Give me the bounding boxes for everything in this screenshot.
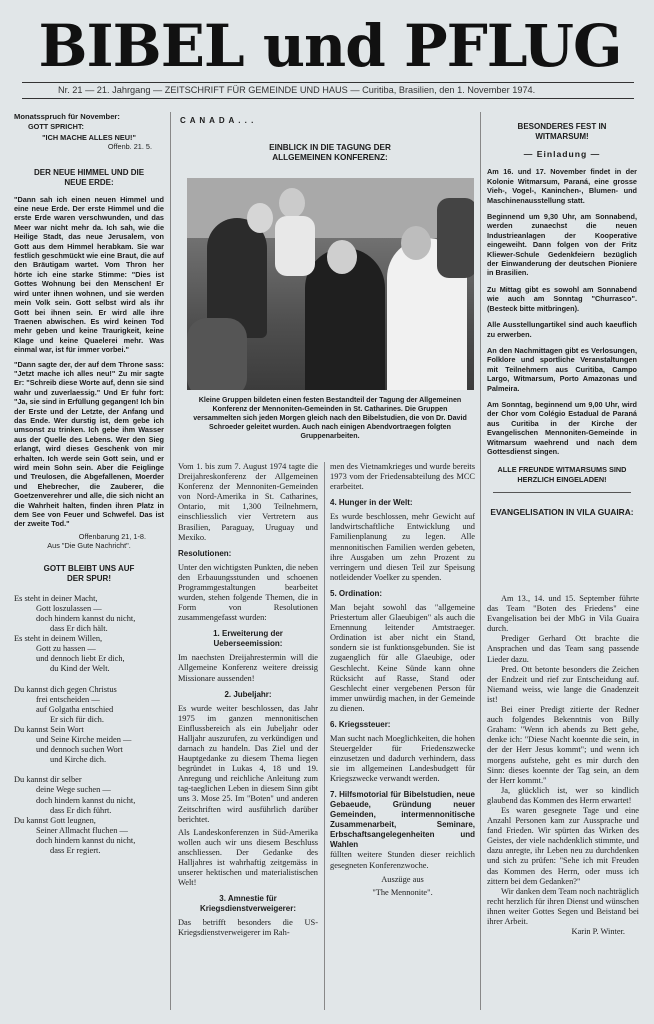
column-divider (324, 462, 325, 1010)
source-gute-nachricht: Aus "Die Gute Nachricht". (47, 541, 131, 551)
poem (14, 594, 164, 856)
poem-line: Es steht in deinem Willen, (14, 634, 103, 644)
poem-line: Du kannst Gott leugnen, (14, 815, 96, 825)
resolutionen-text: Unter den wichtigsten Punkten, die neben den Erbauungsstunden und schoenen Programmgestaltungen bearbeitet wurden, stehen folgende Themen, die in Form von Resolutionen zusammengefasst wurden: (178, 562, 319, 623)
evang-p3: Pred. Ott betonte besonders die Zeichen der Endzeit und rief zur Entscheidung auf. Niemand weiss, wie lange die Gnadenzeit ist! (487, 664, 639, 704)
monatsspruch-label: Monatsspruch für November: (14, 112, 120, 121)
evang-p2: Prediger Gerhard Ott brachte die Ansprachen und das Team sang passende Lieder dazu. (487, 634, 639, 664)
jubeljahr-text: Es wurde weiter beschlossen, das Jahr 1975 im ganzen mennonitischen Einflussbereich als ein Jubeljahr oder Halljahr auszurufen, zu verkündigen und darnach zu handeln. Das Ziel und der Hauptgedanke zu diesem Thema liegen begründet in Lukas 4, 18 und 19. Anregung und reichliche Anleitung zum tag-taeglichen Leben in diesem Sinn gibt uns 3. Mose 25. Im "Boten" und anderen Zeitschriften wird ausführlich darüber berichtet. (178, 703, 318, 824)
fest-p7: ALLE FREUNDE WITMARSUMS SIND HERZLICH EINGELADEN! (497, 465, 627, 484)
author: Karin P. Winter. (571, 927, 625, 937)
fest-p6: Am Sonntag, beginnend um 9,00 Uhr, wird der Chor vom Colégio Estadual de Paraná aus Curitiba in der Kirche der Evangelischen Mennoniten-Gemeinde in Witmarsum waehrend und nach dem Gottesdienst singen. (487, 399, 637, 456)
spruch-ref: Offenb. 21. 5. (107, 142, 152, 152)
column-left (14, 112, 164, 856)
poem-line: und Kirche dich. (50, 755, 107, 765)
text-offenbarung-2: "Dann sagte der, der auf dem Throne sass: "Jetzt mache ich alles neu!" Zu mir sagte Er: "Schreib diese Worte auf, denn sie sind wahr und zuverlaessig." Und Er fuhr fort: "Ja, sie sind in Erfüllung gegangen! Ich bin der Erste und der Letzte, der Anfang und das Ende. Wer durstig ist, dem gebe ich umsonst zu trinken. Ich gebe ihm Wasser aus der Quelle des Lebens. Wer den Sieg erlangt, wird dieses Geschenk von mir erhalten. Ich werde sein Gott sein, und er wird mein Sohn sein. Aber die Feiglinge und Treulosen, die Abgefallenen, Moerder und Ehebrecher, die Zauberer, die Goetzenverehrer und alle, die sich nicht an die Wahrheit halten, finden ihren Platz in dem See von Feuer und Schwefel. Das ist der zweite Tod." (14, 359, 164, 529)
auszuege-label: Auszüge aus (381, 874, 424, 884)
poem-line: Du kannst dich gegen Christus (14, 684, 117, 694)
poem-line: doch hindern kannst du nicht, (36, 795, 136, 805)
photo-caption: Kleine Gruppen bildeten einen festen Bestandteil der Tagung der Allgemeinen Konferenz der Mennoniten-Gemeinden in St. Catharines. Die Gruppen versammelten sich jeden Morgen gleich nach den Bibelstudien, die von Dr. David Schroeder geleitet wurden. Auch nach einigen Abendvortraegen folgten Gruppenarbeiten. (193, 396, 467, 441)
source-mennonite: "The Mennonite". (372, 887, 433, 897)
heading-hunger: 4. Hunger in der Welt: (330, 498, 413, 508)
masthead-rule (22, 82, 634, 83)
poem-line: auf Golgatha entschied (36, 704, 114, 714)
section-rule (493, 492, 631, 493)
gott-spricht: GOTT SPRICHT: (28, 122, 84, 132)
poem-line: dass Er dich hält. (50, 623, 108, 633)
column-right (487, 112, 637, 518)
column-divider (480, 112, 481, 1010)
einladung: — Einladung — (523, 149, 601, 159)
heading-kriegssteuer: 6. Kriegssteuer: (330, 719, 391, 729)
amnestie-text: Das betrifft besonders die US-Kriegsdienstverweigerer im Rah- (178, 918, 318, 938)
amnestie-continued: men des Vietnamkrieges und wurde bereits 1973 vom der Friedensabteilung des MCC erarbeitet. (330, 462, 475, 492)
poem-line: doch hindern kannst du nicht, (36, 613, 136, 623)
evang-p5: Ja, glücklich ist, wer so kindlich glaubend das Kommen des Herrn erwartet! (487, 785, 639, 805)
poem-line (14, 765, 164, 775)
heading-ordination: 5. Ordination: (330, 588, 382, 598)
heading-resolutionen: Resolutionen: (178, 548, 232, 558)
poem-line: doch hindern kannst du nicht, (36, 835, 136, 845)
offenbarung-ref: Offenbarung 21, 1-8. (78, 531, 146, 541)
poem-line: dass Er regiert. (50, 846, 101, 855)
heading-amnestie: 3. Amnestie für Kriegsdienstverweigerer: (199, 894, 297, 914)
canada-label: C A N A D A . . . (180, 116, 255, 125)
heading-witmarsum: BESONDERES FEST IN WITMARSUM! (517, 122, 607, 141)
poem-line: und Seine Kirche meiden — (36, 734, 132, 744)
ueberseemission-text: Im naechsten Dreijahrestermin will die Allgemeine Konferenz weitere dreissig Missionare aussenden! (178, 653, 318, 683)
heading-neue-himmel: DER NEUE HIMMEL UND DIE NEUE ERDE: (33, 167, 145, 187)
conference-photo (187, 178, 474, 390)
column-right-evangelisation (487, 594, 639, 937)
poem-line: Du kannst dir selber (14, 775, 82, 785)
poem-line: Seiner Allmacht fluchen — (36, 825, 128, 835)
fest-p4: Alle Ausstellungartikel sind auch kaeuflich zu erwerben. (487, 320, 637, 339)
poem-line (14, 674, 164, 684)
poem-line: Gott zu hassen — (36, 644, 96, 654)
column-center-a (178, 462, 318, 938)
poem-line: und dennoch liebt Er dich, (36, 654, 125, 664)
heading-ueberseemission: 1. Erweiterung der Ueberseemission: (213, 629, 283, 649)
headline-konferenz: EINBLICK IN DIE TAGUNG DER ALLGEMEINEN KONFERENZ: (269, 143, 391, 162)
intro-paragraph: Vom 1. bis zum 7. August 1974 tagte die Dreijahreskonferenz der Allgemeinen Konferenz der Mennoniten-Gemeinden von Nord-Amerika in St. Catharines, Ontario, mit 1,300 Teilnehmern, einschliesslich vier Vertretern aus Brasilien, Paraguay, Uruguay und Mexiko. (178, 462, 318, 542)
poem-line: frei entscheiden — (36, 694, 100, 704)
jubeljahr-text-2: Als Landeskonferenzen in Süd-Amerika wollen auch wir uns diesem Beschluss anschliessen. Der Gedanke des Halljahres ist wahrhaftig zeitgemäss in unserer hektischen und materialistischen Welt! (178, 827, 318, 888)
evang-p7: Wir danken dem Team noch nachträglich recht herzlich für ihren Dienst und wünschen ihnen weiter Gottes Segen und Beistand bei ihrer Arbeit. (487, 886, 639, 926)
fest-p5: An den Nachmittagen gibt es Verlosungen, Folklore und sportliche Veranstaltungen mit Teilnehmern aus Curitiba, Campo Largo, Witmarsum, Porto Amazonas und Palmeira. (487, 345, 637, 393)
heading-evangelisation: EVANGELISATION IN VILA GUAIRA: (490, 507, 634, 518)
poem-line: und dennoch suchen Wort (36, 745, 123, 755)
masthead-rule-lower (22, 98, 634, 99)
ordination-text: Man bejaht sowohl das "allgemeine Priestertum aller Glaeubigen" als auch die Ernennung leitender Amtstraeger. Ordination ist aber nicht ein Stand, sondern sie ist funktionsgebunden. Sie ist zugaenglich für alle Glaeubige, oder Geschlecht. Keine Sünde kann ohne Rücksicht auf Rasse, Stand oder Geschlecht einer vergebenen Person für immer unwürdig machen, in der Gemeinde zu dienen. (330, 602, 475, 713)
evang-p1: Am 13., 14. und 15. September führte das Team "Boten des Friedens" eine Evangelisation bei der MbG in Vila Guaira durch. (487, 594, 639, 634)
poem-line: Du kannst Sein Wort (14, 724, 84, 734)
poem-line: dass Er dich führt. (50, 805, 112, 815)
heading-gott-bleibt: GOTT BLEIBT UNS AUF DER SPUR! (43, 563, 135, 583)
evang-p4: Bei einer Predigt zitierte der Redner auch folgendes Bekenntnis von Billy Graham: "Wenn ich abends zu Bett gehe, denke ich: "Diese Nacht koennte die sein, in der der Herr Jesus kommt"; und wenn ich morgens aufstehe, geht es mir durch den Sinn: dieses koennte der Tag sein, an dem der Herr kommt." (487, 705, 639, 785)
masthead-title: BIBEL und PFLUG (38, 12, 622, 80)
fest-p3: Zu Mittag gibt es sowohl am Sonnabend wie auch am Sonntag "Churrasco". (Besteck bitte mitbringen). (487, 284, 637, 313)
evang-p6: Es waren gesegnete Tage und eine Anzahl Personen kam zur Aussprache und fand Frieden. Wir spürten das Wirken des Geistes, der viele nachdenklich stimmte, und dazu anregte, ihr Leben neu zu durchdenken und sich zu prüfen: "Sehe ich mit Freuden das Kommen des Herrn, oder muss ich zittern bei dem Gedanken?" (487, 805, 639, 886)
column-center-b (330, 462, 475, 898)
hunger-text: Es wurde beschlossen, mehr Gewicht auf landwirtschaftliche Entwicklung und Familienplanung zu legen. Alle mennonitischen Familien werden gebeten, ihre Ausgaben um zehn Prozent zu verringern und diesen Teil zur Speisung notleidender Voelker zu spenden. (330, 512, 475, 582)
fest-p2: Beginnend um 9,30 Uhr, am Sonnabend, werden zunaechst die neuen Industrieanlagen der Kooperative eingeweiht. Dann folgen von der Fritz Kliewer-Schule Gedenkfeiern bezüglich der Einwanderung der deutschen Pioniere in Brasilien. (487, 212, 637, 278)
spruch: "ICH MACHE ALLES NEU!" (42, 132, 136, 142)
poem-line: Er sich für dich. (50, 714, 104, 724)
column-divider (170, 112, 171, 1010)
kriegssteuer-text: Man sucht nach Moeglichkeiten, die hohen Steuergelder für Friedenszwecke einzusetzen und dadurch verhindern, dass sie im allgemeinen Landesbudgett für Kriegszwecke verwandt werden. (330, 733, 475, 784)
fest-p1: Am 16. und 17. November findet in der Kolonie Witmarsum, Paraná, eine grosse Vieh-, Vogel-, Kaninchen-, Blumen- und Maschinenausstellung statt. (487, 167, 637, 205)
poem-line: du Kind der Welt. (50, 664, 110, 674)
heading-jubeljahr: 2. Jubeljahr: (224, 689, 272, 699)
hilfsmaterial-text: füllten weitere Stunden dieser reichlich gesegneten Konferenzwoche. (330, 850, 475, 870)
issue-line: Nr. 21 — 21. Jahrgang — ZEITSCHRIFT FÜR GEMEINDE UND HAUS — Curitiba, Brasilien, den 1. November 1974. (58, 85, 536, 95)
poem-line: Es steht in deiner Macht, (14, 593, 98, 603)
poem-line: deine Wege suchen — (36, 785, 111, 795)
heading-hilfsmaterial: 7. Hilfsmotorial für Bibelstudien, neue Gebaeude, Gründung neuer Gemeinden, intermennonitische Zusammenarbeit, Seminare, Erbschaftsangelegenheiten und Wahlen (330, 790, 475, 850)
poem-line: Gott loszulassen — (36, 603, 102, 613)
text-offenbarung-1: "Dann sah ich einen neuen Himmel und eine neue Erde. Der erste Himmel und die erste Erde waren verschwunden, und das Meer war nicht mehr da. Ich sah, wie die Heilige Stadt, das neue Jerusalem, von Gott aus dem Himmel herabkam. Sie war festlich geschmückt wie eine Braut, die auf den Bräutigam wartet. Vom Thron her hörte ich eine starke Stimme: "Dies ist Gottes Wohnung bei den Menschen! Er wird unter ihnen wohnen, und sie werden mein Volk sein. Gott selbst wird als ihr Gott bei ihnen sein. Er wird alle ihre Traenen abwischen. Es wird keinen Tod mehr geben und keine Traurigkeit, keine Klage und keine Quaelerei mehr. Was einmal war, ist für immer vorbei." (14, 194, 164, 355)
